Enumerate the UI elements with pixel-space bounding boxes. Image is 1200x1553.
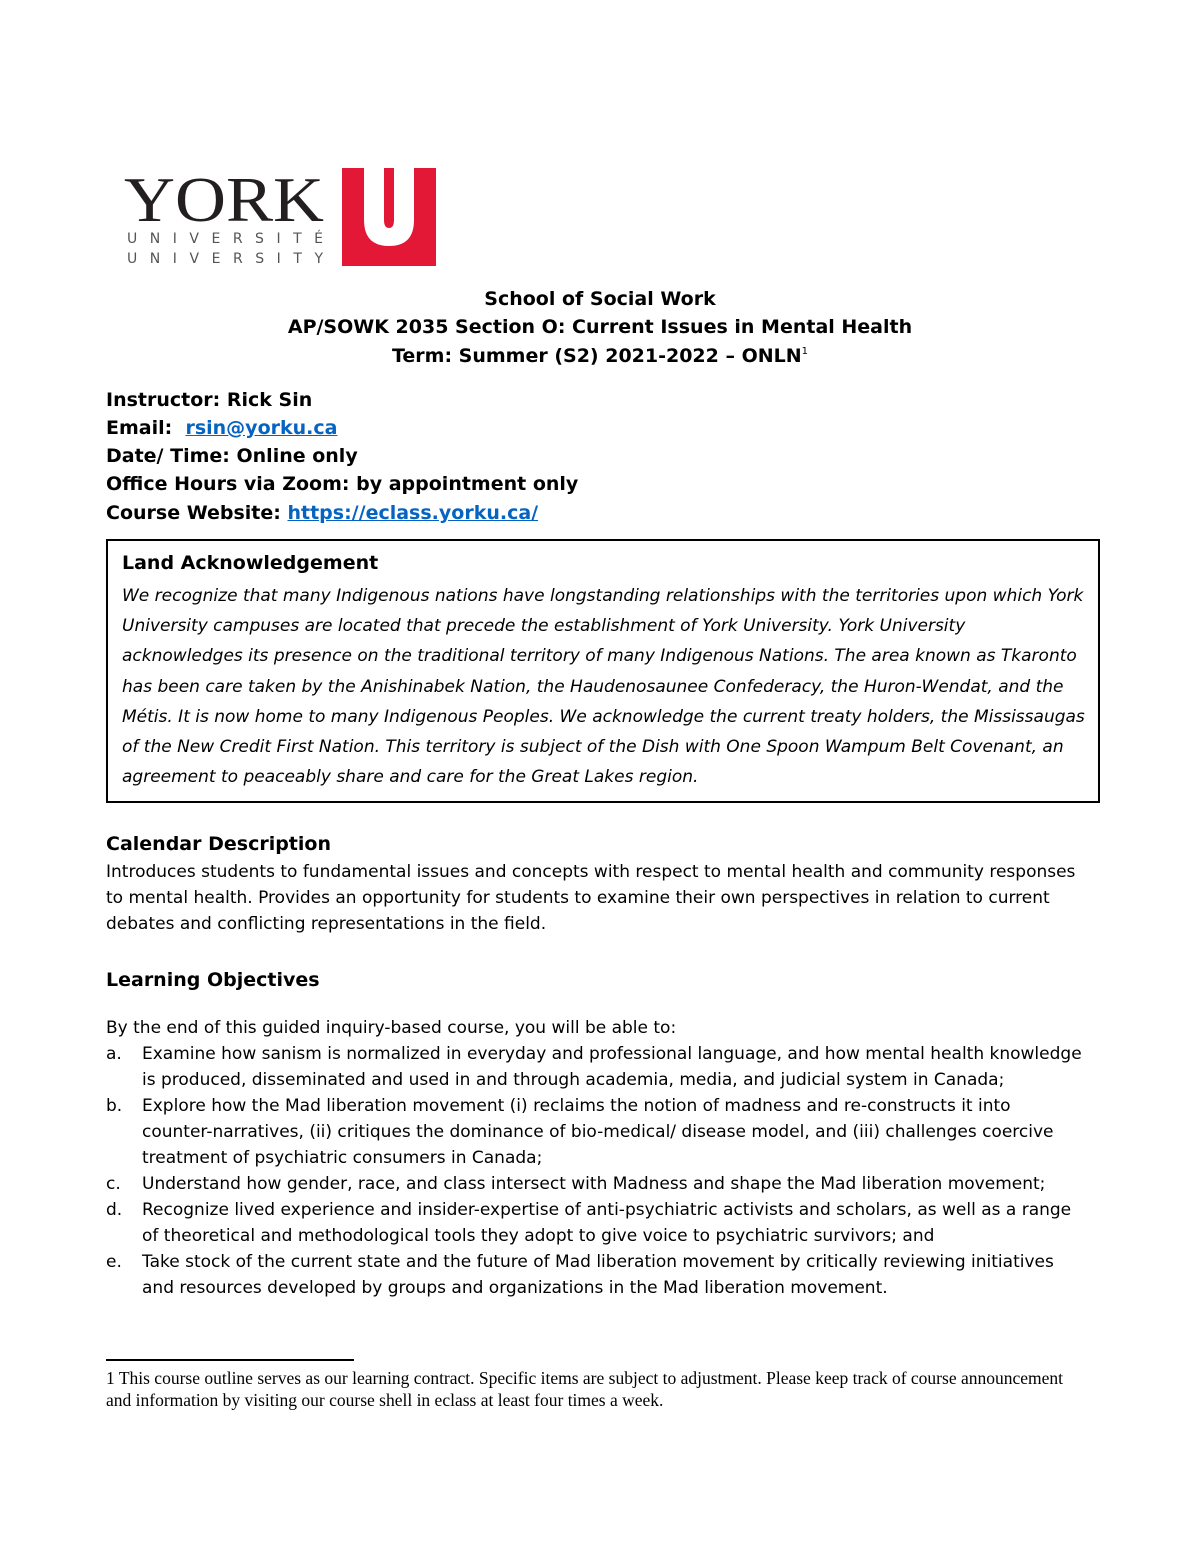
footnote-text: This course outline serves as our learning contract. Specific items are subject to adjustment. Please keep track of course announcement and information by visiting our course shell in eclass at least four times a week. [106, 1368, 1064, 1410]
objective-marker: a. [106, 1044, 122, 1064]
objective-text: Recognize lived experience and insider-expertise of anti-psychiatric activists and scholars, as well as a range of theoretical and methodological tools they adopt to give voice to psychiatric survivors; and [142, 1200, 1072, 1246]
datetime-line [106, 444, 358, 468]
footnote-ref[interactable]: 1 [801, 346, 809, 357]
land-acknowledgement-title: Land Acknowledgement [122, 552, 379, 574]
term-line [0, 345, 1200, 367]
objective-text: Understand how gender, race, and class intersect with Madness and shape the Mad liberation movement; [142, 1174, 1046, 1194]
email-label: Email: [106, 417, 173, 439]
calendar-description-text: Introduces students to fundamental issues and concepts with respect to mental health and community responses to mental health. Provides an opportunity for students to examine their own perspectives in relation to current debates and conflicting representations in the field. [106, 862, 1076, 934]
york-university-logo [124, 168, 436, 266]
instructor-label: Instructor: [106, 389, 221, 411]
learning-objectives-intro: By the end of this guided inquiry-based course, you will be able to: [106, 1018, 677, 1038]
school-title: School of Social Work [484, 288, 716, 310]
objective-text: Take stock of the current state and the future of Mad liberation movement by critically reviewing initiatives and resources developed by groups and organizations in the Mad liberation movement. [142, 1252, 1054, 1298]
logo-line-university: UNIVERSITY [127, 251, 323, 266]
term-text: Term: Summer (S2) 2021-2022 – ONLN [391, 345, 802, 367]
office-hours-line [106, 472, 578, 496]
footnote [106, 1367, 1086, 1411]
email-link[interactable]: rsin@yorku.ca [185, 417, 338, 439]
calendar-description-heading: Calendar Description [106, 833, 331, 855]
learning-objectives-heading: Learning Objectives [106, 969, 320, 991]
land-acknowledgement-text: We recognize that many Indigenous nations have longstanding relationships with the territories upon which York University campuses are located that precede the establishment of York University. York University acknowledges its presence on the traditional territory of many Indigenous Nations. The area known as Tkaronto has been care taken by the Anishinabek Nation, the Haudenosaunee Confederacy, the Huron-Wendat, and the Métis. It is now home to many Indigenous Peoples. We acknowledge the current treaty holders, the Mississaugas of the New Credit First Nation. This territory is subject of the Dish with One Spoon Wampum Belt Covenant, an agreement to peaceably share and care for the Great Lakes region. [122, 586, 1085, 788]
objective-marker: c. [106, 1174, 121, 1194]
course-website-label: Course Website: [106, 502, 281, 524]
objective-item [106, 1249, 1086, 1301]
footnote-number: 1 [106, 1368, 115, 1388]
logo-line-universite: UNIVERSITÉ [127, 231, 323, 247]
objective-marker: e. [106, 1252, 122, 1272]
objective-text: Explore how the Mad liberation movement (i) reclaims the notion of madness and re-constructs it into counter-narratives, (ii) critiques the dominance of bio-medical/ disease model, and (iii) challenges coercive treatment of psychiatric consumers in Canada; [142, 1096, 1054, 1168]
course-website-link[interactable]: https://eclass.yorku.ca/ [287, 502, 539, 524]
logo-wordmark: YORK [124, 168, 324, 235]
objective-marker: b. [106, 1096, 123, 1116]
course-title: AP/SOWK 2035 Section O: Current Issues in Mental Health [287, 316, 913, 338]
course-website-line [106, 501, 538, 525]
objective-item [106, 1171, 1086, 1197]
footnote-separator [106, 1359, 354, 1361]
office-hours-value: by appointment only [356, 473, 579, 495]
land-acknowledgement-box [106, 539, 1100, 803]
objective-item [106, 1197, 1086, 1249]
instructor-value: Rick Sin [226, 389, 313, 411]
objective-item [106, 1041, 1086, 1093]
objective-item [106, 1093, 1086, 1171]
datetime-value: Online only [236, 445, 358, 467]
learning-objectives-list [106, 1041, 1086, 1301]
logo-u-emblem [342, 168, 436, 266]
office-hours-label: Office Hours via Zoom: [106, 473, 350, 495]
datetime-label: Date/ Time: [106, 445, 230, 467]
instructor-line [106, 388, 312, 412]
objective-marker: d. [106, 1200, 123, 1220]
objective-text: Examine how sanism is normalized in everyday and professional language, and how mental health knowledge is produced, disseminated and used in and through academia, media, and judicial system in Canada; [142, 1044, 1082, 1090]
email-line [106, 416, 337, 440]
